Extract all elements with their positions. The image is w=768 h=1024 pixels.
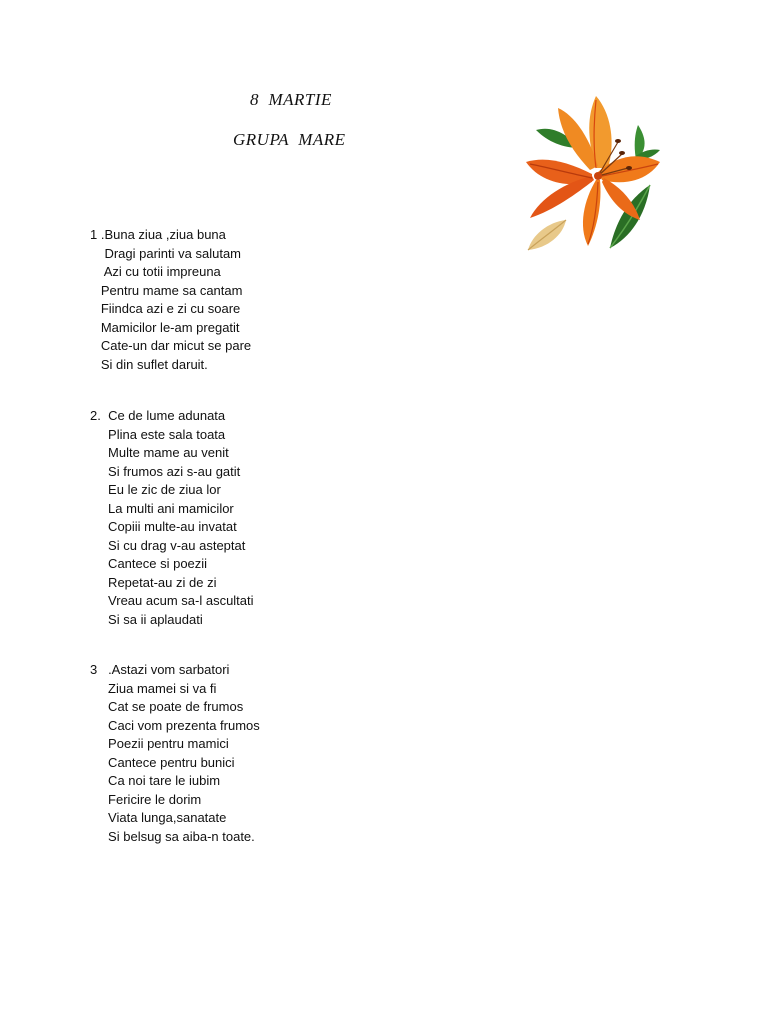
poem-line: Poezii pentru mamici xyxy=(90,736,229,751)
poem-line: Si frumos azi s-au gatit xyxy=(90,463,241,479)
page-subtitle: GRUPA MARE xyxy=(233,130,346,149)
poem-line: Si din suflet daruit. xyxy=(90,356,208,372)
poem-line: Viata lunga,sanatate xyxy=(90,810,227,825)
poem-line: Ziua mamei si va fi xyxy=(90,680,217,696)
poem-line: Pentru mame sa cantam xyxy=(90,282,243,298)
poem-line: Azi cu totii impreuna xyxy=(90,264,221,279)
poem-line: Repetat-au zi de zi xyxy=(90,574,217,590)
poem-line: Cat se poate de frumos xyxy=(90,699,244,714)
poem-stanza-3 xyxy=(90,661,260,846)
poem-line: Cantece pentru bunici xyxy=(90,754,235,770)
poem-line: Plina este sala toata xyxy=(90,426,226,442)
poem-line: Ca noi tare le iubim xyxy=(90,773,221,788)
poem-line: Fiindca azi e zi cu soare xyxy=(90,301,241,316)
orange-lily-flower-icon xyxy=(518,90,668,260)
poem-line: Si belsug sa aiba-n toate. xyxy=(90,828,255,844)
poem-line: Eu le zic de ziua lor xyxy=(90,482,221,497)
poem-line: Cantece si poezii xyxy=(90,556,208,571)
page-title: 8 MARTIE xyxy=(250,90,332,109)
poem-line: La multi ani mamicilor xyxy=(90,500,234,516)
poem-stanza-2 xyxy=(90,407,254,629)
poem-line: 1 .Buna ziua ,ziua buna xyxy=(90,227,226,242)
poem-line: Dragi parinti va salutam xyxy=(90,245,242,261)
poem-line: Multe mame au venit xyxy=(90,445,229,460)
poem-line: Mamicilor le-am pregatit xyxy=(90,319,240,335)
poem-line: 3 .Astazi vom sarbatori xyxy=(90,662,230,677)
poem-line: Vreau acum sa-l ascultati xyxy=(90,593,254,608)
poem-line: Caci vom prezenta frumos xyxy=(90,717,260,733)
poem-line: Copiii multe-au invatat xyxy=(90,519,237,534)
poem-line: Cate-un dar micut se pare xyxy=(90,338,252,353)
poem-stanza-1 xyxy=(90,226,251,374)
poem-line: Fericire le dorim xyxy=(90,791,202,807)
poem-line: Si cu drag v-au asteptat xyxy=(90,537,246,553)
poem-line: Si sa ii aplaudati xyxy=(90,611,203,627)
poem-line: 2. Ce de lume adunata xyxy=(90,408,226,423)
